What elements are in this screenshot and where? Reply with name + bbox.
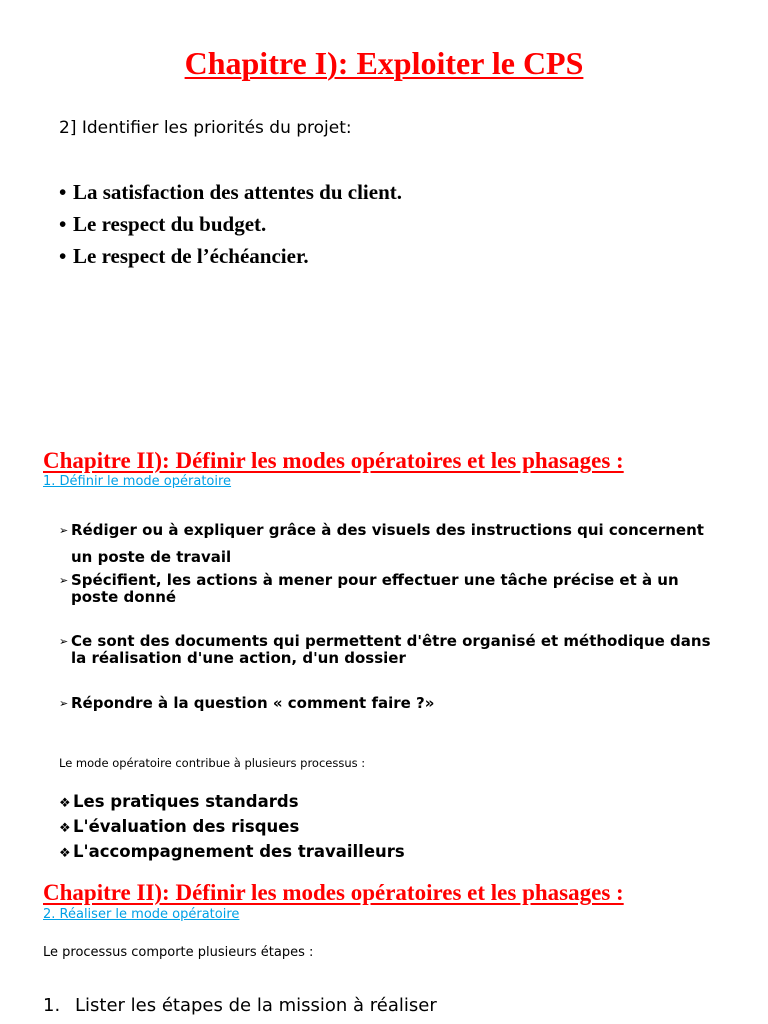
bullet-icon: • xyxy=(59,180,67,204)
diamond-bullet-icon: ❖ xyxy=(59,821,71,836)
arrow-item-continuation: la réalisation d'une action, d'un dossier xyxy=(71,649,406,667)
process-list-item xyxy=(59,842,405,861)
arrow-item-text: Spécifient, les actions à mener pour effectuer une tâche précise et à un xyxy=(71,571,679,589)
priority-bullet xyxy=(59,212,266,237)
bullet-text: Le respect de l’échéancier. xyxy=(73,244,309,268)
section-link-realize-mode[interactable]: 2. Réaliser le mode opératoire xyxy=(43,907,240,922)
mode-intro-text: Le mode opératoire contribue à plusieurs processus : xyxy=(59,756,366,770)
arrow-bullet-icon: ➢ xyxy=(59,574,69,587)
arrow-list-item xyxy=(59,522,704,566)
process-item-text: L'évaluation des risques xyxy=(73,817,300,836)
arrow-item-text: Répondre à la question « comment faire ?» xyxy=(71,694,435,712)
process-item-text: Les pratiques standards xyxy=(73,792,299,811)
chapter2-title-repeat: Chapitre II): Définir les modes opératoires et les phasages : xyxy=(43,880,624,905)
arrow-bullet-icon: ➢ xyxy=(59,697,69,710)
section-link-define-mode[interactable]: 1. Définir le mode opératoire xyxy=(43,474,232,489)
numbered-step xyxy=(43,995,437,1016)
diamond-bullet-icon: ❖ xyxy=(59,796,71,811)
arrow-item-continuation: poste donné xyxy=(71,588,177,606)
chapter1-subtitle: 2] Identifier les priorités du projet: xyxy=(59,118,352,138)
priority-bullet xyxy=(59,244,309,269)
arrow-bullet-icon: ➢ xyxy=(59,524,69,537)
bullet-icon: • xyxy=(59,212,67,236)
priority-bullet xyxy=(59,180,402,205)
arrow-bullet-icon: ➢ xyxy=(59,635,69,648)
process-list-item xyxy=(59,792,299,811)
arrow-item-text: Ce sont des documents qui permettent d'être organisé et méthodique dans xyxy=(71,632,711,650)
step-number: 1. xyxy=(43,995,61,1016)
arrow-list-item xyxy=(59,695,434,712)
arrow-list-item xyxy=(59,572,679,606)
process-list-item xyxy=(59,817,299,836)
bullet-icon: • xyxy=(59,244,67,268)
process-intro-text: Le processus comporte plusieurs étapes : xyxy=(43,945,314,960)
process-item-text: L'accompagnement des travailleurs xyxy=(73,842,405,861)
chapter1-title: Chapitre I): Exploiter le CPS xyxy=(184,45,584,81)
diamond-bullet-icon: ❖ xyxy=(59,846,71,861)
chapter2-title: Chapitre II): Définir les modes opératoires et les phasages : xyxy=(43,448,624,473)
step-text: Lister les étapes de la mission à réaliser xyxy=(75,995,437,1016)
arrow-item-continuation: un poste de travail xyxy=(71,548,232,566)
bullet-text: La satisfaction des attentes du client. xyxy=(73,180,402,204)
arrow-list-item xyxy=(59,633,711,667)
bullet-text: Le respect du budget. xyxy=(73,212,267,236)
arrow-item-text: Rédiger ou à expliquer grâce à des visuels des instructions qui concernent xyxy=(71,521,704,539)
